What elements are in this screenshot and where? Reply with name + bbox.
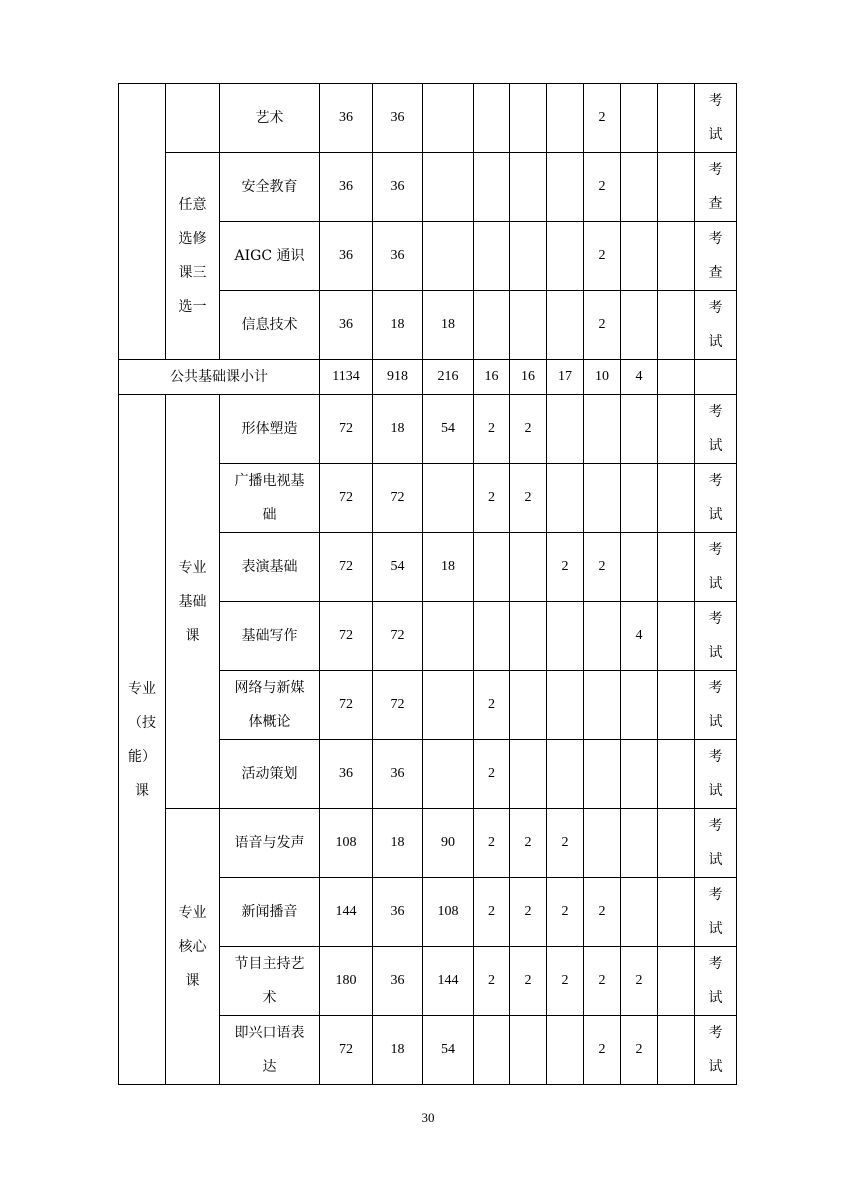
value-cell: 17 xyxy=(547,360,584,395)
value-cell xyxy=(621,84,658,153)
value-cell: 918 xyxy=(373,360,423,395)
value-cell: 36 xyxy=(373,878,423,947)
course-name-line: 即兴口语表 xyxy=(234,1025,305,1041)
course-name-line: 表演基础 xyxy=(241,559,298,575)
exam-type-line: 试 xyxy=(708,990,723,1006)
value-cell xyxy=(423,740,474,809)
exam-type xyxy=(695,153,737,222)
course-name: 信息技术 xyxy=(220,291,320,360)
course-name-line: 活动策划 xyxy=(241,766,298,782)
value-cell xyxy=(510,533,547,602)
value-cell: 36 xyxy=(373,740,423,809)
exam-type-line: 考 xyxy=(708,749,723,765)
exam-type xyxy=(695,1016,737,1085)
value-cell xyxy=(658,464,695,533)
value-cell: 18 xyxy=(423,291,474,360)
value-cell: 72 xyxy=(320,464,373,533)
subtotal-label: 公共基础课小计 xyxy=(119,360,320,395)
value-cell xyxy=(621,533,658,602)
exam-type-line: 试 xyxy=(708,438,723,454)
value-cell xyxy=(423,671,474,740)
value-cell xyxy=(510,291,547,360)
value-cell: 216 xyxy=(423,360,474,395)
value-cell: 1134 xyxy=(320,360,373,395)
value-cell: 72 xyxy=(373,464,423,533)
course-name-line: 广播电视基 xyxy=(234,473,305,489)
value-cell xyxy=(584,602,621,671)
value-cell: 72 xyxy=(320,671,373,740)
value-cell: 36 xyxy=(320,84,373,153)
exam-type-line: 考 xyxy=(708,404,723,420)
course-name xyxy=(220,1016,320,1085)
course-name: AIGC 通识 xyxy=(220,222,320,291)
value-cell: 36 xyxy=(320,740,373,809)
value-cell: 36 xyxy=(320,153,373,222)
exam-type xyxy=(695,464,737,533)
value-cell: 18 xyxy=(373,395,423,464)
course-name: 艺术 xyxy=(220,84,320,153)
value-cell xyxy=(547,84,584,153)
value-cell xyxy=(474,153,510,222)
exam-type xyxy=(695,291,737,360)
exam-type-line: 试 xyxy=(708,852,723,868)
exam-type-line: 试 xyxy=(708,127,723,143)
value-cell: 36 xyxy=(320,291,373,360)
exam-type-line: 考 xyxy=(708,887,723,903)
value-cell: 18 xyxy=(373,291,423,360)
value-cell: 2 xyxy=(621,947,658,1016)
subtotal-row xyxy=(119,360,737,395)
value-cell: 2 xyxy=(474,878,510,947)
value-cell xyxy=(547,395,584,464)
value-cell: 16 xyxy=(474,360,510,395)
value-cell: 16 xyxy=(510,360,547,395)
value-cell xyxy=(658,809,695,878)
value-cell xyxy=(510,1016,547,1085)
exam-type-line: 查 xyxy=(708,196,723,212)
value-cell: 54 xyxy=(373,533,423,602)
value-cell: 2 xyxy=(547,947,584,1016)
value-cell: 2 xyxy=(547,878,584,947)
course-name-line: 新闻播音 xyxy=(241,904,298,920)
value-cell: 18 xyxy=(423,533,474,602)
value-cell xyxy=(584,671,621,740)
value-cell xyxy=(510,602,547,671)
value-cell: 2 xyxy=(584,1016,621,1085)
value-cell: 2 xyxy=(584,291,621,360)
value-cell: 2 xyxy=(584,153,621,222)
exam-type-line: 试 xyxy=(708,714,723,730)
value-cell: 4 xyxy=(621,602,658,671)
value-cell: 2 xyxy=(584,84,621,153)
value-cell: 36 xyxy=(373,947,423,1016)
value-cell: 2 xyxy=(474,671,510,740)
value-cell: 2 xyxy=(474,947,510,1016)
course-name xyxy=(220,809,320,878)
value-cell xyxy=(658,878,695,947)
value-cell: 2 xyxy=(510,464,547,533)
category-cell xyxy=(119,84,166,360)
major-category-cell xyxy=(119,395,166,1085)
value-cell: 72 xyxy=(320,1016,373,1085)
value-cell xyxy=(423,84,474,153)
value-cell xyxy=(658,533,695,602)
exam-type xyxy=(695,878,737,947)
value-cell: 72 xyxy=(320,533,373,602)
value-cell: 2 xyxy=(510,878,547,947)
value-cell: 54 xyxy=(423,395,474,464)
exam-type-line: 试 xyxy=(708,645,723,661)
value-cell xyxy=(510,740,547,809)
exam-type-line: 试 xyxy=(708,1059,723,1075)
value-cell: 2 xyxy=(584,947,621,1016)
exam-type-line: 试 xyxy=(708,334,723,350)
value-cell xyxy=(658,291,695,360)
value-cell: 2 xyxy=(474,809,510,878)
exam-type xyxy=(695,740,737,809)
elective-group-cell-line: 任意 xyxy=(178,197,207,213)
exam-type-line: 考 xyxy=(708,300,723,316)
exam-type xyxy=(695,222,737,291)
value-cell xyxy=(621,464,658,533)
value-cell xyxy=(474,533,510,602)
value-cell: 18 xyxy=(373,1016,423,1085)
value-cell: 2 xyxy=(474,740,510,809)
value-cell: 2 xyxy=(584,878,621,947)
table-row xyxy=(119,153,737,222)
exam-type xyxy=(695,533,737,602)
exam-type xyxy=(695,84,737,153)
course-name-line: 体概论 xyxy=(248,714,291,730)
table-row xyxy=(119,809,737,878)
elective-group-cell-line: 选修 xyxy=(178,231,207,247)
value-cell: 36 xyxy=(373,222,423,291)
course-name-line: 语音与发声 xyxy=(234,835,305,851)
course-name xyxy=(220,671,320,740)
foundation-group-cell-line: 课 xyxy=(185,627,200,644)
value-cell: 2 xyxy=(584,222,621,291)
value-cell xyxy=(547,1016,584,1085)
value-cell: 2 xyxy=(474,395,510,464)
foundation-group-cell-line: 专业 xyxy=(178,559,207,576)
value-cell xyxy=(584,740,621,809)
value-cell xyxy=(621,222,658,291)
value-cell xyxy=(474,84,510,153)
foundation-group-cell xyxy=(166,395,220,809)
value-cell xyxy=(621,291,658,360)
exam-type-line: 考 xyxy=(708,956,723,972)
exam-type xyxy=(695,947,737,1016)
exam-type-line: 查 xyxy=(708,265,723,281)
value-cell xyxy=(621,809,658,878)
value-cell xyxy=(658,740,695,809)
value-cell xyxy=(423,222,474,291)
value-cell: 2 xyxy=(510,947,547,1016)
value-cell: 18 xyxy=(373,809,423,878)
major-category-cell-line: 能） xyxy=(128,748,156,765)
exam-type-line: 考 xyxy=(708,231,723,247)
exam-type-line: 试 xyxy=(708,783,723,799)
value-cell xyxy=(510,222,547,291)
value-cell xyxy=(621,671,658,740)
value-cell: 4 xyxy=(621,360,658,395)
value-cell: 144 xyxy=(423,947,474,1016)
major-category-cell-line: 课 xyxy=(135,782,149,799)
value-cell xyxy=(658,947,695,1016)
value-cell xyxy=(547,602,584,671)
exam-type-line: 考 xyxy=(708,542,723,558)
course-name xyxy=(220,740,320,809)
value-cell xyxy=(658,671,695,740)
value-cell: 2 xyxy=(547,533,584,602)
value-cell xyxy=(547,291,584,360)
exam-type-line: 试 xyxy=(708,576,723,592)
value-cell xyxy=(658,602,695,671)
course-name-line: 网络与新媒 xyxy=(234,680,305,696)
value-cell xyxy=(658,360,695,395)
course-name xyxy=(220,602,320,671)
value-cell xyxy=(658,153,695,222)
value-cell xyxy=(658,1016,695,1085)
value-cell xyxy=(423,153,474,222)
value-cell: 10 xyxy=(584,360,621,395)
course-name-line: 形体塑造 xyxy=(241,421,298,437)
value-cell: 72 xyxy=(320,602,373,671)
value-cell xyxy=(423,464,474,533)
value-cell xyxy=(474,602,510,671)
exam-type-line: 考 xyxy=(708,162,723,178)
exam-type-line: 考 xyxy=(708,680,723,696)
course-name-line: 础 xyxy=(262,507,277,523)
value-cell: 72 xyxy=(320,395,373,464)
value-cell: 2 xyxy=(474,464,510,533)
table-row xyxy=(119,395,737,464)
course-name: 安全教育 xyxy=(220,153,320,222)
major-category-cell-line: （技 xyxy=(128,714,156,731)
value-cell xyxy=(621,153,658,222)
value-cell: 108 xyxy=(320,809,373,878)
exam-type xyxy=(695,809,737,878)
value-cell: 36 xyxy=(373,153,423,222)
exam-type xyxy=(695,395,737,464)
exam-type-line: 考 xyxy=(708,93,723,109)
elective-group-cell xyxy=(166,153,220,360)
table-row xyxy=(119,84,737,153)
core-group-cell xyxy=(166,809,220,1085)
value-cell xyxy=(510,153,547,222)
value-cell xyxy=(658,222,695,291)
elective-group-cell-line: 选一 xyxy=(178,299,207,315)
value-cell: 36 xyxy=(320,222,373,291)
course-name xyxy=(220,533,320,602)
core-group-cell-line: 专业 xyxy=(178,904,207,921)
major-category-cell-line: 专业 xyxy=(128,680,156,697)
course-name-line: 基础写作 xyxy=(241,628,298,644)
value-cell: 72 xyxy=(373,602,423,671)
course-name xyxy=(220,947,320,1016)
exam-type-line: 考 xyxy=(708,473,723,489)
value-cell: 36 xyxy=(373,84,423,153)
value-cell xyxy=(423,602,474,671)
value-cell xyxy=(658,84,695,153)
exam-type-line: 考 xyxy=(708,1025,723,1041)
course-name-line: 节目主持艺 xyxy=(234,956,305,972)
exam-type xyxy=(695,671,737,740)
elective-group-cell-line: 课三 xyxy=(178,265,207,281)
value-cell: 108 xyxy=(423,878,474,947)
value-cell: 90 xyxy=(423,809,474,878)
course-name xyxy=(220,395,320,464)
value-cell: 2 xyxy=(621,1016,658,1085)
group-cell xyxy=(166,84,220,153)
core-group-cell-line: 课 xyxy=(185,972,200,989)
value-cell: 2 xyxy=(510,809,547,878)
value-cell: 72 xyxy=(373,671,423,740)
course-name xyxy=(220,878,320,947)
value-cell xyxy=(474,222,510,291)
core-group-cell-line: 核心 xyxy=(178,938,207,955)
course-name xyxy=(220,464,320,533)
value-cell xyxy=(621,740,658,809)
exam-type-line: 试 xyxy=(708,507,723,523)
value-cell xyxy=(584,809,621,878)
value-cell: 180 xyxy=(320,947,373,1016)
value-cell xyxy=(584,464,621,533)
value-cell xyxy=(547,153,584,222)
value-cell: 2 xyxy=(584,533,621,602)
value-cell xyxy=(547,740,584,809)
value-cell xyxy=(547,222,584,291)
value-cell: 2 xyxy=(510,395,547,464)
value-cell xyxy=(547,464,584,533)
course-name-line: 达 xyxy=(262,1059,277,1075)
value-cell xyxy=(658,395,695,464)
value-cell xyxy=(474,291,510,360)
value-cell xyxy=(547,671,584,740)
value-cell xyxy=(584,395,621,464)
value-cell xyxy=(510,671,547,740)
value-cell: 54 xyxy=(423,1016,474,1085)
curriculum-table xyxy=(118,83,737,1085)
value-cell xyxy=(510,84,547,153)
exam-type xyxy=(695,602,737,671)
value-cell xyxy=(621,878,658,947)
exam-type-line: 考 xyxy=(708,818,723,834)
exam-type-line: 试 xyxy=(708,921,723,937)
value-cell: 2 xyxy=(547,809,584,878)
page-number: 30 xyxy=(421,1110,435,1125)
value-cell xyxy=(695,360,737,395)
value-cell xyxy=(621,395,658,464)
exam-type-line: 考 xyxy=(708,611,723,627)
value-cell: 144 xyxy=(320,878,373,947)
foundation-group-cell-line: 基础 xyxy=(178,593,207,610)
course-name-line: 术 xyxy=(262,990,277,1006)
value-cell xyxy=(474,1016,510,1085)
